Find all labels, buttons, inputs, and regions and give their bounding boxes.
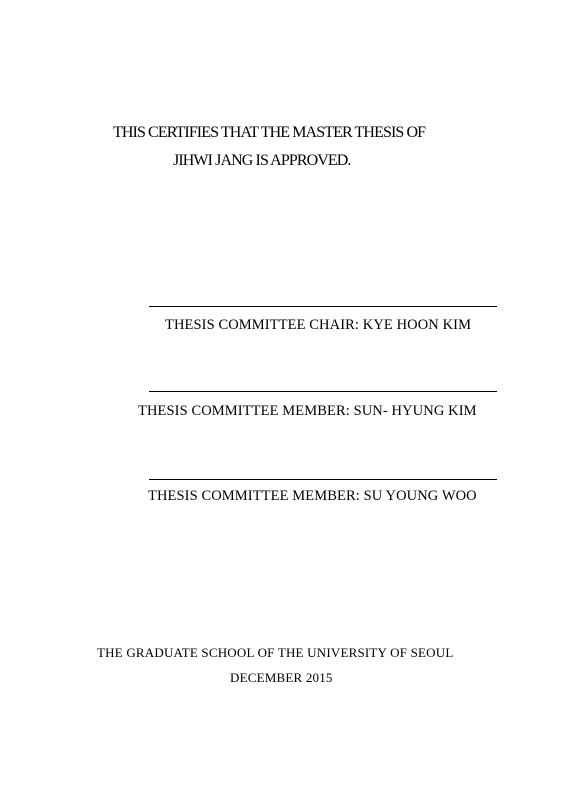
signature-line-member-2 bbox=[149, 479, 497, 480]
signature-line-member-1 bbox=[149, 391, 497, 392]
committee-chair-label: THESIS COMMITTEE CHAIR: KYE HOON KIM bbox=[165, 317, 472, 333]
certification-line-2: JIHWI JANG IS APPROVED. bbox=[173, 152, 351, 169]
signature-line-chair bbox=[149, 306, 497, 307]
committee-member-1-label: THESIS COMMITTEE MEMBER: SUN- HYUNG KIM bbox=[138, 403, 477, 419]
certification-line-1: THIS CERTIFIES THAT THE MASTER THESIS OF bbox=[113, 124, 426, 141]
graduate-school-name: THE GRADUATE SCHOOL OF THE UNIVERSITY OF SEOUL bbox=[97, 645, 454, 660]
committee-member-2-label: THESIS COMMITTEE MEMBER: SU YOUNG WOO bbox=[148, 488, 477, 504]
approval-date: DECEMBER 2015 bbox=[230, 670, 333, 685]
